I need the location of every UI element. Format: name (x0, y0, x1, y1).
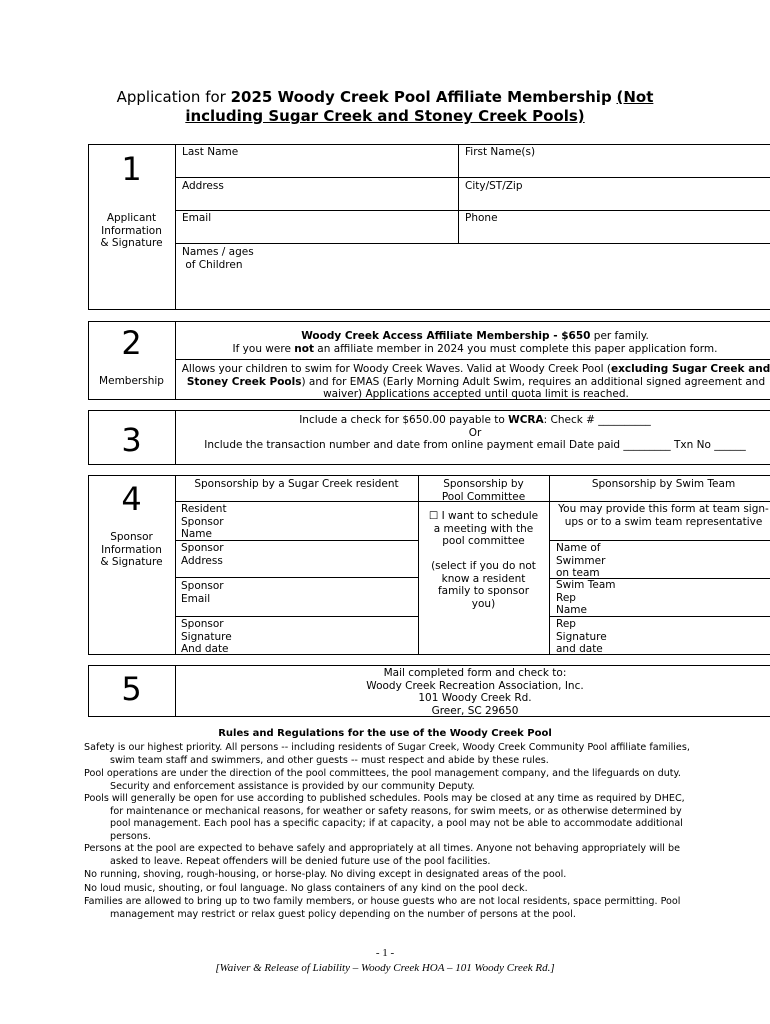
rule-paragraph: Families are allowed to bring up to two family members, or house guests who are not local residents, space permitting. Pool management may restrict or relax guest policy depending on the number of persons at the pool. (84, 896, 681, 920)
section-label: Applicant Information & Signature (100, 212, 163, 249)
children-field[interactable]: Names / ages of Children (182, 246, 254, 271)
email-field[interactable]: Email (182, 212, 212, 224)
page-number: - 1 - (375, 947, 395, 959)
swim-team-sponsor-header: Sponsorship by Swim Team (591, 478, 736, 490)
sponsor-email-field[interactable]: Sponsor Email (181, 580, 224, 605)
form-title: Application for 2025 Woody Creek Pool Affiliate Membership (Not including Sugar Creek and Stoney Creek Pools) (116, 88, 654, 125)
swim-team-intro: You may provide this form at team sign- ups or to a swim team representative (558, 503, 769, 528)
sponsor-address-field[interactable]: Sponsor Address (181, 542, 224, 567)
section-1-applicant (88, 144, 770, 310)
rule-paragraph: Pool operations are under the direction of the pool committees, the pool management company, and the lifeguards on duty. Security and enforcement assistance is provided by our community Deputy. (84, 768, 681, 792)
sponsor-name-field[interactable]: Resident Sponsor Name (181, 503, 227, 540)
section-number: 4 (121, 480, 142, 518)
rule-paragraph: No running, shoving, rough-housing, or horse-play. No diving except in designated areas of the pool. (84, 869, 567, 880)
rule-paragraph: Persons at the pool are expected to behave safely and appropriately at all times. Anyone not behaving appropriately will be asked to leave. Repeat offenders will be denied future use of the pool facilities. (84, 843, 680, 867)
sponsor-signature-field[interactable]: Sponsor Signature And date (181, 618, 232, 655)
rep-signature-field[interactable]: Rep Signature and date (556, 618, 607, 655)
resident-sponsor-header: Sponsorship by a Sugar Creek resident (194, 478, 399, 490)
phone-field[interactable]: Phone (465, 212, 498, 224)
section-label: Membership (99, 375, 164, 387)
swim-team-rep-name-field[interactable]: Swim Team Rep Name (556, 579, 616, 616)
committee-sponsor-header: Sponsorship by Pool Committee (441, 478, 526, 503)
rule-paragraph: Pools will generally be open for use according to published schedules. Pools may be closed at any time as required by DHEC, for maintenance or mechanical reasons, for weather or safety reasons, for swim meets, or as otherwise determined by pool management. Each pool has a specific capacity; if at capacity, a pool may not be able to accommodate additional persons. (84, 793, 685, 842)
swimmer-name-field[interactable]: Name of Swimmer on team (556, 542, 606, 579)
address-field[interactable]: Address (182, 180, 224, 192)
committee-meeting-checkbox[interactable]: ☐ I want to schedule a meeting with the pool committee (select if you do not know a resident family to sponsor you) (428, 510, 539, 610)
city-state-zip-field[interactable]: City/ST/Zip (465, 180, 523, 192)
rules-heading: Rules and Regulations for the use of the Woody Creek Pool (218, 728, 552, 739)
rule-paragraph: No loud music, shouting, or foul language. No glass containers of any kind on the pool deck. (84, 882, 528, 894)
section-label: Sponsor Information & Signature (100, 531, 163, 568)
last-name-field[interactable]: Last Name (182, 146, 239, 158)
section-number: 3 (121, 421, 142, 459)
section-number: 2 (121, 324, 142, 362)
membership-offer: Woody Creek Access Affiliate Membership - $650 per family. If you were not an affiliate member in 2024 you must complete this paper application form. (232, 330, 718, 355)
footer-note: [Waiver & Release of Liability – Woody Creek HOA – 101 Woody Creek Rd.] (215, 962, 555, 974)
mailing-address: Mail completed form and check to: Woody Creek Recreation Association, Inc. 101 Woody Creek Rd. Greer, SC 29650 (366, 667, 584, 717)
payment-instructions: Include a check for $650.00 payable to WCRA: Check # __________ Or Include the transaction number and date from online payment email Date paid _________ Txn No ______ (204, 414, 746, 451)
rules-list (84, 742, 690, 921)
rule-paragraph: Safety is our highest priority. All persons -- including residents of Sugar Creek, Woody Creek Community Pool affiliate families, swim team staff and swimmers, and other guests -- must respect and abide by these rules. (84, 742, 690, 766)
membership-description: Allows your children to swim for Woody Creek Waves. Valid at Woody Creek Pool (excluding Sugar Creek and Stoney Creek Pools) and for EMAS (Early Morning Adult Swim, requires an additional signed agreement and waiver) Applications accepted until quota limit is reached. (181, 363, 770, 400)
first-name-field[interactable]: First Name(s) (465, 146, 536, 158)
section-number: 5 (121, 670, 142, 708)
section-number: 1 (121, 150, 142, 188)
